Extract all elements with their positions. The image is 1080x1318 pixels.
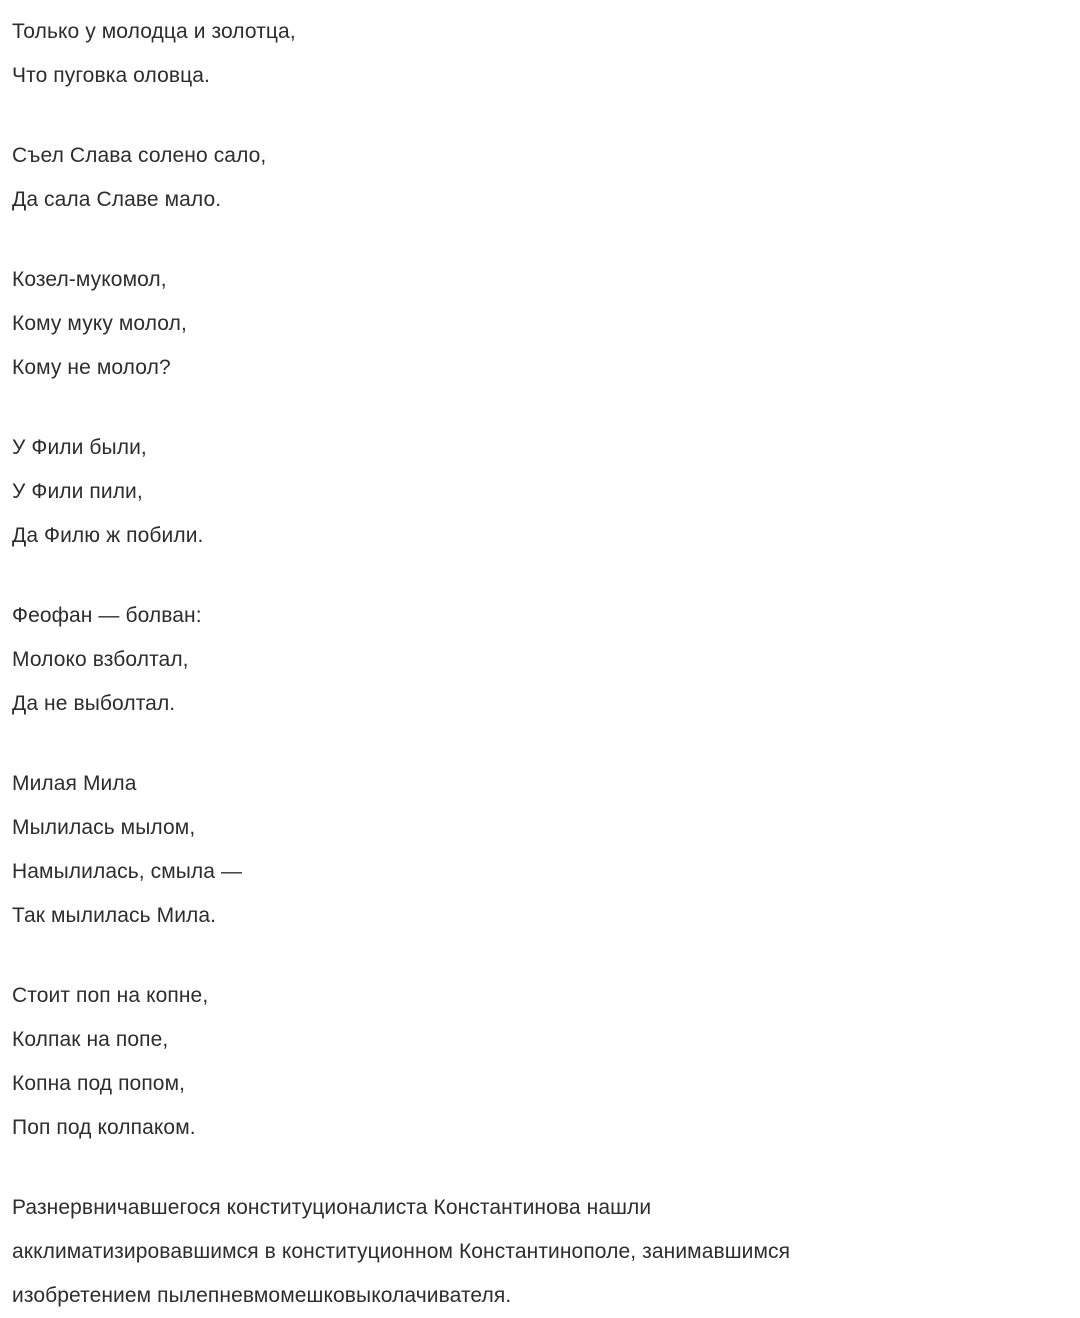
tongue-twister-slava bbox=[12, 134, 1040, 222]
text-line: Мылилась мылом, bbox=[12, 816, 196, 839]
text-line: Только у молодца и золотца, bbox=[12, 20, 296, 43]
tongue-twister-filya bbox=[12, 426, 1040, 558]
tongue-twister-kozel bbox=[12, 258, 1040, 390]
text-line: Что пуговка оловца. bbox=[12, 64, 210, 87]
text-line: Милая Мила bbox=[12, 772, 137, 795]
text-line: Поп под колпаком. bbox=[12, 1116, 196, 1139]
tongue-twister-konstantinov bbox=[12, 1186, 1040, 1318]
text-line: Съел Слава солено сало, bbox=[12, 144, 267, 167]
text-line: Феофан — болван: bbox=[12, 604, 202, 627]
text-line: Колпак на попе, bbox=[12, 1028, 169, 1051]
text-line: Намылилась, смыла — bbox=[12, 860, 243, 883]
text-line: Копна под попом, bbox=[12, 1072, 186, 1095]
text-line: Кому муку молол, bbox=[12, 312, 187, 335]
text-line: Молоко взболтал, bbox=[12, 648, 189, 671]
text-line: Козел-мукомол, bbox=[12, 268, 167, 291]
text-line: Да Филю ж побили. bbox=[12, 524, 204, 547]
text-line: Да сала Славе мало. bbox=[12, 188, 222, 211]
text-line: Да не выболтал. bbox=[12, 692, 176, 715]
tongue-twister-molodec bbox=[12, 10, 1040, 98]
text-line: Разнервничавшегося конституционалиста Константинова нашли bbox=[12, 1196, 652, 1219]
text-line: У Фили были, bbox=[12, 436, 147, 459]
text-line: Кому не молол? bbox=[12, 356, 171, 379]
tongue-twister-feofan bbox=[12, 594, 1040, 726]
tongue-twister-pop bbox=[12, 974, 1040, 1150]
text-line: изобретением пылепневмомешковыколачивателя. bbox=[12, 1284, 512, 1307]
text-line: У Фили пили, bbox=[12, 480, 143, 503]
text-line: акклиматизировавшимся в конституционном Константинополе, занимавшимся bbox=[12, 1240, 791, 1263]
tongue-twister-mila bbox=[12, 762, 1040, 938]
text-line: Так мылилась Мила. bbox=[12, 904, 217, 927]
text-line: Стоит поп на копне, bbox=[12, 984, 209, 1007]
